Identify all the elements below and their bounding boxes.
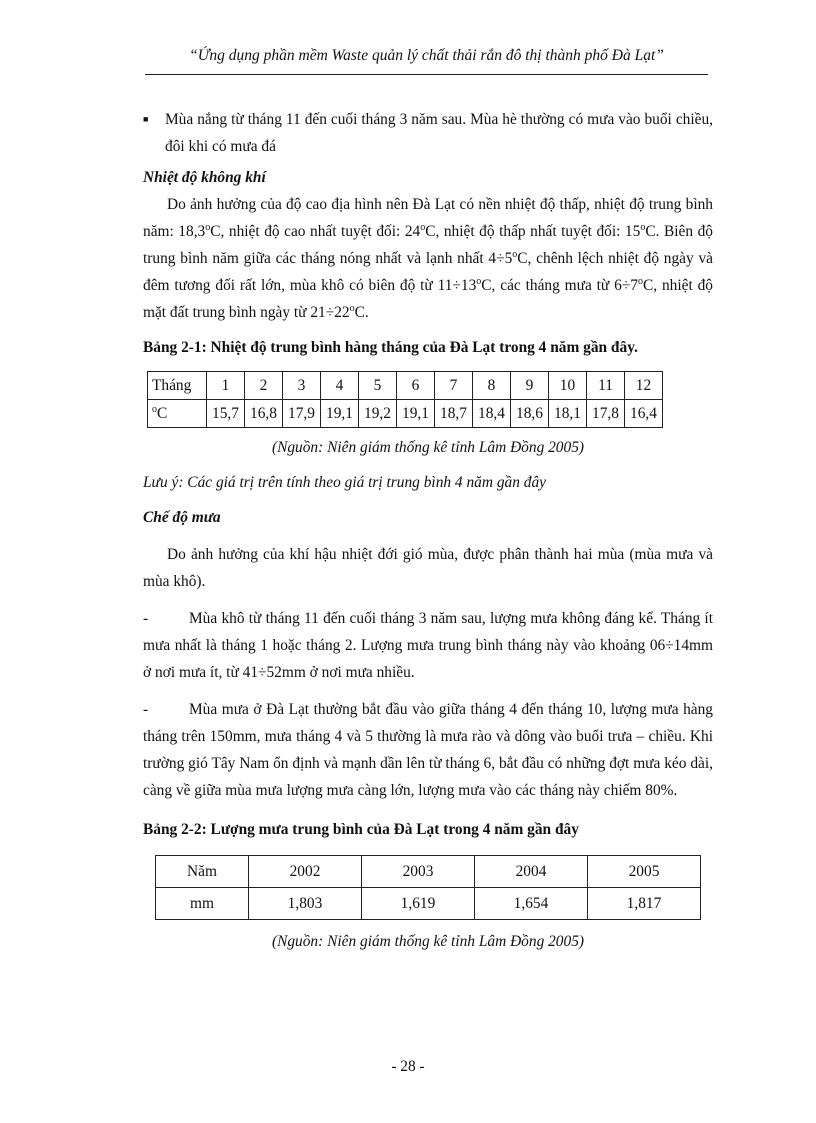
table-row	[156, 856, 701, 888]
table-cell: 18,6	[511, 400, 549, 428]
table-cell: 2005	[588, 856, 701, 888]
table-cell: 19,1	[397, 400, 435, 428]
section-heading-temperature: Nhiệt độ không khí	[143, 169, 266, 186]
temperature-paragraph: Do ảnh hưởng của độ cao địa hình nên Đà Lạt có nền nhiệt độ thấp, nhiệt độ trung bình năm: 18,3$^o$C, nhiệt độ cao nhất tuyệt đối: 24$^o$C, nhiệt độ thấp nhất tuyệt đối: 15$^o$C. Biên độ trung bình năm giữa các tháng nóng nhất và lạnh nhất $4\div 5^oC$, chênh lệch nhiệt độ ngày và đêm tương đối rất lớn, mùa khô có biên độ từ $11\div 13^oC$, các tháng mưa từ $6\div 7^oC$, nhiệt độ mặt đất trung bình ngày từ $21\div 22^oC$.	[143, 196, 713, 321]
section-heading-rain: Chế độ mưa	[143, 509, 221, 526]
table-cell: 18,4	[473, 400, 511, 428]
table-cell: 3	[283, 372, 321, 400]
table-cell: 18,7	[435, 400, 473, 428]
page-content	[143, 106, 713, 955]
dry-season-paragraph: - Mùa khô từ tháng 11 đến cuối tháng 3 năm sau, lượng mưa không đáng kể. Tháng ít mưa nhất là tháng 1 hoặc tháng 2. Lượng mưa trung bình tháng này vào khoảng 06÷14mm ở nơi mưa ít, từ 41÷52mm ở nơi mưa nhiều.	[143, 610, 713, 681]
table-row	[156, 888, 701, 920]
table-header-cell: $^o$C	[148, 400, 207, 428]
table-cell: 1,654	[475, 888, 588, 920]
table-cell: 15,7	[207, 400, 245, 428]
table-row	[148, 372, 663, 400]
table-cell: 16,8	[245, 400, 283, 428]
temperature-table	[147, 371, 663, 428]
table-cell: 2004	[475, 856, 588, 888]
table2-source: (Nguồn: Niên giám thống kê tỉnh Lâm Đồng 2005)	[271, 933, 585, 950]
table1-source: (Nguồn: Niên giám thống kê tỉnh Lâm Đồng 2005)	[271, 439, 585, 456]
table-cell: 5	[359, 372, 397, 400]
table-row	[148, 400, 663, 428]
table-cell: 2	[245, 372, 283, 400]
table-header-cell: mm	[156, 888, 249, 920]
rain-intro-paragraph: Do ảnh hưởng của khí hậu nhiệt đới gió mùa, được phân thành hai mùa (mùa mưa và mùa khô).	[143, 546, 713, 590]
table-cell: 12	[625, 372, 663, 400]
table2-caption: Bảng 2-2: Lượng mưa trung bình của Đà Lạt trong 4 năm gần đây	[143, 821, 579, 838]
table-cell: 11	[587, 372, 625, 400]
table-cell: 1	[207, 372, 245, 400]
rainfall-table	[155, 855, 701, 920]
table-cell: 17,9	[283, 400, 321, 428]
bullet-item	[143, 106, 713, 160]
table-cell: 1,803	[249, 888, 362, 920]
table-cell: 19,1	[321, 400, 359, 428]
wet-season-paragraph: - Mùa mưa ở Đà Lạt thường bắt đầu vào giữa tháng 4 đến tháng 10, lượng mưa hàng tháng trên 150mm, mưa tháng 4 và 5 thường là mưa rào và dông vào buổi trưa – chiều. Khi trường gió Tây Nam ổn định và mạnh dần lên từ tháng 6, bắt đầu có những đợt mưa kéo dài, càng về giữa mùa mưa lượng mưa càng lớn, lượng mưa vào các tháng này chiếm 80%.	[143, 701, 713, 799]
table-cell: 2002	[249, 856, 362, 888]
table-cell: 1,619	[362, 888, 475, 920]
table-cell: 4	[321, 372, 359, 400]
table-cell: 18,1	[549, 400, 587, 428]
table-cell: 17,8	[587, 400, 625, 428]
running-header: “Ứng dụng phần mềm Waste quản lý chất thải rắn đô thị thành phố Đà Lạt”	[189, 47, 664, 64]
table-cell: 1,817	[588, 888, 701, 920]
table-cell: 7	[435, 372, 473, 400]
page-number: - 28 -	[391, 1058, 425, 1075]
table-cell: 10	[549, 372, 587, 400]
table-cell: 16,4	[625, 400, 663, 428]
table-header-cell: Năm	[156, 856, 249, 888]
table-cell: 19,2	[359, 400, 397, 428]
table-cell: 8	[473, 372, 511, 400]
table1-caption: Bảng 2-1: Nhiệt độ trung bình hàng tháng của Đà Lạt trong 4 năm gần đây.	[143, 339, 638, 356]
table1-note: Lưu ý: Các giá trị trên tính theo giá trị trung bình 4 năm gần đây	[143, 474, 546, 491]
table-header-cell: Tháng	[148, 372, 207, 400]
header-rule	[145, 74, 708, 75]
table-cell: 2003	[362, 856, 475, 888]
bullet-text: Mùa nắng từ tháng 11 đến cuối tháng 3 năm sau. Mùa hè thường có mưa vào buổi chiều, đôi khi có mưa đá	[165, 111, 713, 155]
table-cell: 6	[397, 372, 435, 400]
square-bullet-icon: ■	[143, 114, 149, 124]
table-cell: 9	[511, 372, 549, 400]
